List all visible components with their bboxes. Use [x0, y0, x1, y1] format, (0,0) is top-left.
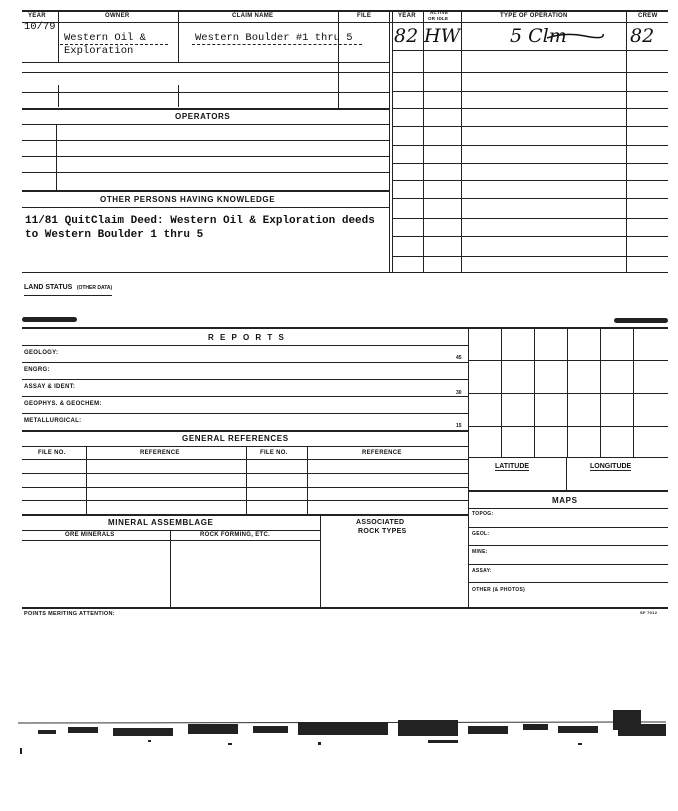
points-meriting-attention: POINTS MERITING ATTENTION:	[24, 611, 115, 617]
report-geophys: GEOPHYS. & GEOCHEM:	[24, 401, 102, 407]
report-engrg: ENGRG:	[24, 367, 50, 373]
operators-title: OPERATORS	[175, 112, 231, 121]
header-file: FILE	[357, 13, 372, 19]
land-status-label: LAND STATUS (OTHER DATA)	[24, 276, 112, 296]
scan-noise	[18, 710, 666, 755]
header-year: YEAR	[28, 13, 46, 19]
hand-year: 82	[394, 25, 419, 47]
ore-minerals: ORE MINERALS	[65, 532, 115, 538]
report-assay: ASSAY & IDENT:	[24, 384, 76, 390]
scale-45: 45	[456, 355, 462, 361]
reports-title: R E P O R T S	[208, 333, 286, 342]
ref-reference-2: REFERENCE	[362, 450, 402, 456]
general-references-title: GENERAL REFERENCES	[182, 434, 289, 443]
maps-other: OTHER (& PHOTOS)	[472, 587, 526, 593]
maps-title: MAPS	[552, 496, 578, 505]
header-claim-name: CLAIM NAME	[232, 13, 274, 19]
rock-forming: ROCK FORMING, ETC.	[200, 532, 271, 538]
other-persons-title: OTHER PERSONS HAVING KNOWLEDGE	[100, 195, 276, 204]
report-metallurgical: METALLURGICAL:	[24, 418, 82, 424]
scan-mark	[22, 317, 77, 322]
header-crew: CREW	[638, 13, 658, 19]
header-owner: OWNER	[105, 13, 130, 19]
ref-file-no-2: FILE NO.	[260, 450, 288, 456]
other-persons-line2: to Western Boulder 1 thru 5	[25, 229, 204, 241]
mineral-title: MINERAL ASSEMBLAGE	[108, 518, 214, 527]
entry-owner-line2: Exploration	[64, 45, 134, 57]
form-number: SF 7012	[640, 610, 658, 615]
associated-rock-2: ROCK TYPES	[358, 528, 407, 535]
entry-owner-line1: Western Oil &	[64, 32, 146, 44]
ref-reference-1: REFERENCE	[140, 450, 180, 456]
maps-topog: TOPOG:	[472, 511, 494, 517]
header-year-2: YEAR	[398, 13, 416, 19]
other-persons-line1: 11/81 QuitClaim Deed: Western Oil & Exploration deeds	[25, 215, 375, 227]
scale-15: 15	[456, 423, 462, 429]
maps-mine: MINE:	[472, 549, 488, 555]
maps-geol: GEOL:	[472, 531, 490, 537]
hand-type: 5 Clm	[510, 25, 567, 47]
maps-assay: ASSAY:	[472, 568, 492, 574]
header-active-1: ACTIVE	[430, 10, 449, 15]
hand-stroke-icon	[545, 30, 605, 44]
scale-30: 30	[456, 390, 462, 396]
entry-claim-name: Western Boulder #1 thru 5	[195, 32, 353, 44]
scan-mark	[614, 318, 668, 323]
ref-file-no-1: FILE NO.	[38, 450, 66, 456]
hand-active: HW	[424, 25, 461, 47]
hand-crew: 82	[630, 25, 655, 47]
latitude-label: LATITUDE	[495, 463, 530, 470]
associated-rock-1: ASSOCIATED	[356, 519, 405, 526]
header-type-of-operation: TYPE OF OPERATION	[500, 13, 568, 19]
report-geology: GEOLOGY:	[24, 350, 59, 356]
header-active-2: OR IDLE	[428, 16, 449, 21]
entry-year: 10/79	[24, 21, 56, 33]
longitude-label: LONGITUDE	[590, 463, 632, 470]
